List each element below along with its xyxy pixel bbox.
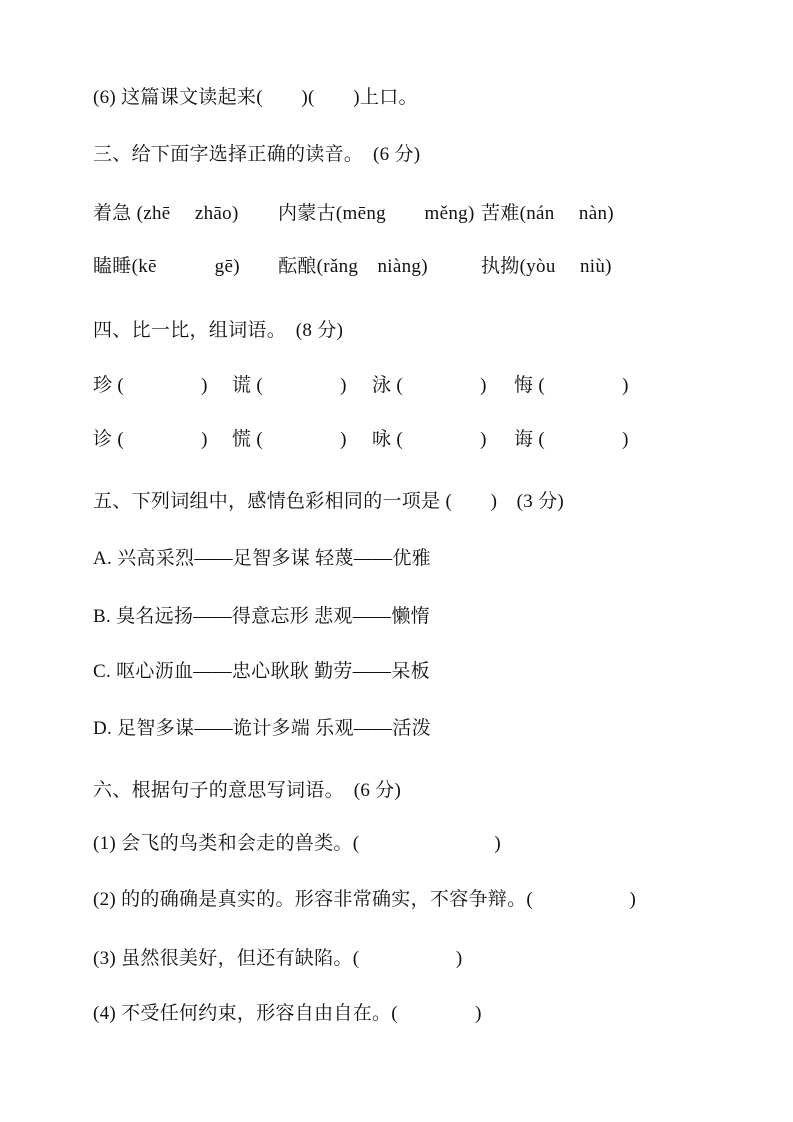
option-c: C. 呕心沥血——忠心耿耿 勤劳——呆板 [93, 661, 430, 682]
definition-blank-1: (1) 会飞的鸟类和会走的兽类。( ) [93, 833, 502, 854]
word-blank-yong2: 咏 ( ) [372, 429, 487, 450]
pinyin-choice-keshui: 瞌睡(kē gē) [93, 256, 240, 277]
section3-heading: 三、给下面字选择正确的读音。 (6 分) [93, 144, 421, 165]
word-blank-hui2: 诲 ( ) [514, 429, 629, 450]
pinyin-choice-row-1 [0, 202, 793, 228]
word-blank-row-2 [0, 428, 793, 454]
option-d: D. 足智多谋——诡计多端 乐观——活泼 [93, 718, 431, 739]
definition-blank-3: (3) 虽然很美好，但还有缺陷。( ) [93, 948, 463, 969]
word-blank-huang: 谎 ( ) [232, 375, 347, 396]
section5-heading: 五、下列词组中，感情色彩相同的一项是 ( ) (3 分) [93, 491, 565, 512]
definition-blank-2: (2) 的的确确是真实的。形容非常确实，不容争辩。( ) [93, 889, 637, 910]
word-blank-zhen2: 诊 ( ) [93, 429, 208, 450]
option-b: B. 臭名远扬——得意忘形 悲观——懒惰 [93, 606, 430, 627]
pinyin-choice-neimenggu: 内蒙古(mēng měng) [278, 203, 475, 224]
section6-heading: 六、根据句子的意思写词语。 (6 分) [93, 780, 402, 801]
pinyin-choice-row-2 [0, 255, 793, 281]
fill-blank-sentence-6: (6) 这篇课文读起来( )( )上口。 [93, 87, 418, 108]
pinyin-choice-kunan: 苦难(nán nàn) [481, 203, 614, 224]
pinyin-choice-zhaoji: 着急 (zhē zhāo) [93, 203, 239, 224]
word-blank-yong: 泳 ( ) [372, 375, 487, 396]
word-blank-zhen: 珍 ( ) [93, 375, 208, 396]
definition-blank-4: (4) 不受任何约束，形容自由自在。( ) [93, 1003, 482, 1024]
pinyin-choice-zhiniu: 执拗(yòu niù) [481, 256, 612, 277]
word-blank-huang2: 慌 ( ) [232, 429, 347, 450]
option-a: A. 兴高采烈——足智多谋 轻蔑——优雅 [93, 548, 431, 569]
word-blank-hui: 悔 ( ) [514, 375, 629, 396]
section4-heading: 四、比一比，组词语。 (8 分) [93, 320, 344, 341]
word-blank-row-1 [0, 374, 793, 400]
pinyin-choice-yunniang: 酝酿(rǎng niàng) [278, 256, 428, 277]
